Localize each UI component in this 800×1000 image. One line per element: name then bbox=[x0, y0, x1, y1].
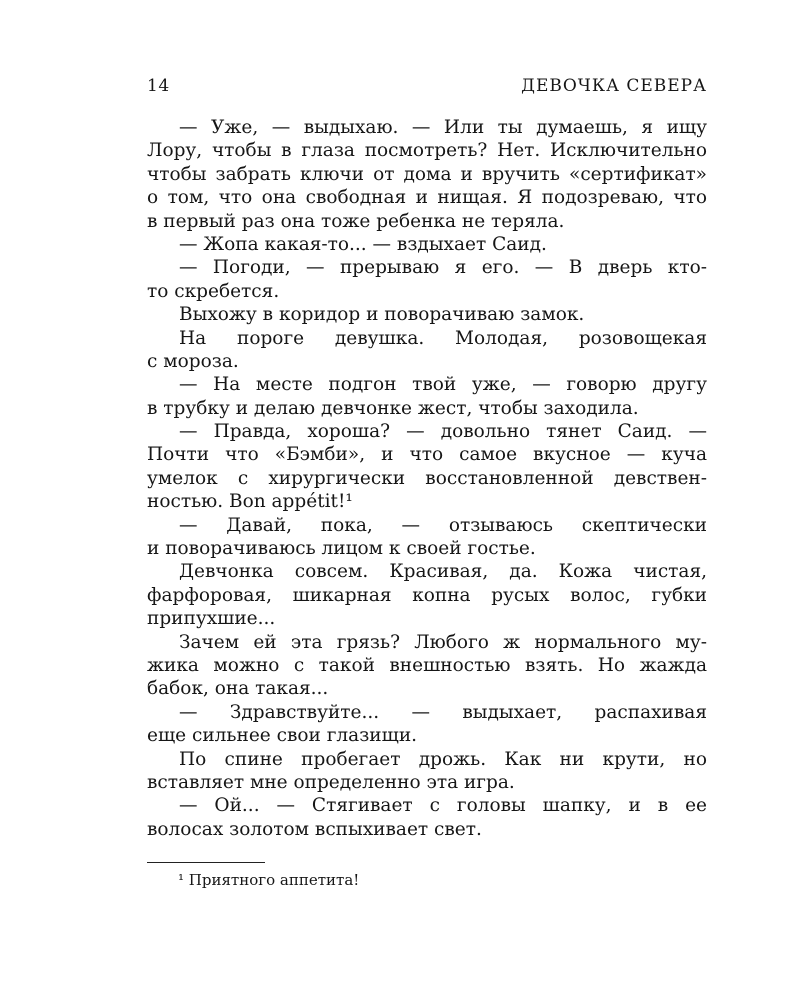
text-line: и поворачиваюсь лицом к своей гостье. bbox=[147, 538, 536, 560]
text-line: о том, что она свободная и нищая. Я подозреваю, что bbox=[147, 187, 707, 209]
text-line: в первый раз она тоже ребенка не теряла. bbox=[147, 210, 565, 232]
text-line: Лору, чтобы в глаза посмотреть? Нет. Исключительно bbox=[147, 140, 707, 162]
text-line: Зачем ей эта грязь? Любого ж нормального му- bbox=[179, 631, 707, 653]
text-line: — Уже, — выдыхаю. — Или ты думаешь, я ищу bbox=[179, 117, 707, 138]
text-line: — Ой... — Стягивает с головы шапку, и в ее bbox=[179, 795, 707, 817]
footnote: ¹ Приятного аппетита! bbox=[178, 871, 360, 889]
running-title: ДЕВОЧКА СЕВЕРА bbox=[521, 76, 707, 96]
text-line: в трубку и делаю девчонке жест, чтобы заходила. bbox=[147, 397, 639, 419]
text-line: — Жопа какая-то... — вздыхает Саид. bbox=[179, 233, 547, 255]
page-header bbox=[147, 76, 707, 102]
text-line: фарфоровая, шикарная копна русых волос, губки bbox=[147, 584, 707, 606]
text-line: — Погоди, — прерываю я его. — В дверь кто- bbox=[179, 257, 707, 279]
text-line: — Правда, хороша? — довольно тянет Саид. — bbox=[179, 421, 707, 443]
footnote-divider bbox=[147, 862, 265, 863]
text-line: Девчонка совсем. Красивая, да. Кожа чистая, bbox=[179, 561, 707, 583]
text-line: с мороза. bbox=[147, 350, 239, 372]
text-line: волосах золотом вспыхивает свет. bbox=[147, 818, 482, 840]
text-line: умелок с хирургически восстановленной девствен- bbox=[147, 467, 707, 489]
text-line: то скребется. bbox=[147, 280, 280, 302]
text-line: ностью. Bon appétit!¹ bbox=[147, 491, 353, 513]
text-line: Почти что «Бэмби», и что самое вкусное — куча bbox=[147, 444, 707, 466]
text-line: — Давай, пока, — отзываюсь скептически bbox=[179, 514, 707, 536]
body-text bbox=[147, 116, 707, 841]
page-number: 14 bbox=[147, 76, 170, 96]
text-line: По спине пробегает дрожь. Как ни крути, но bbox=[179, 748, 707, 770]
text-line: — На месте подгон твой уже, — говорю другу bbox=[179, 374, 707, 396]
text-line: припухшие... bbox=[147, 608, 276, 630]
text-line: вставляет мне определенно эта игра. bbox=[147, 771, 515, 793]
text-line: Выхожу в коридор и поворачиваю замок. bbox=[179, 304, 585, 326]
text-line: бабок, она такая... bbox=[147, 678, 329, 700]
text-line: жика можно с такой внешностью взять. Но жажда bbox=[147, 654, 707, 676]
text-line: еще сильнее свои глазищи. bbox=[147, 725, 418, 747]
text-line: На пороге девушка. Молодая, розовощекая bbox=[179, 327, 707, 349]
text-line: чтобы забрать ключи от дома и вручить «сертификат» bbox=[147, 163, 707, 185]
text-line: — Здравствуйте... — выдыхает, распахивая bbox=[179, 701, 707, 723]
